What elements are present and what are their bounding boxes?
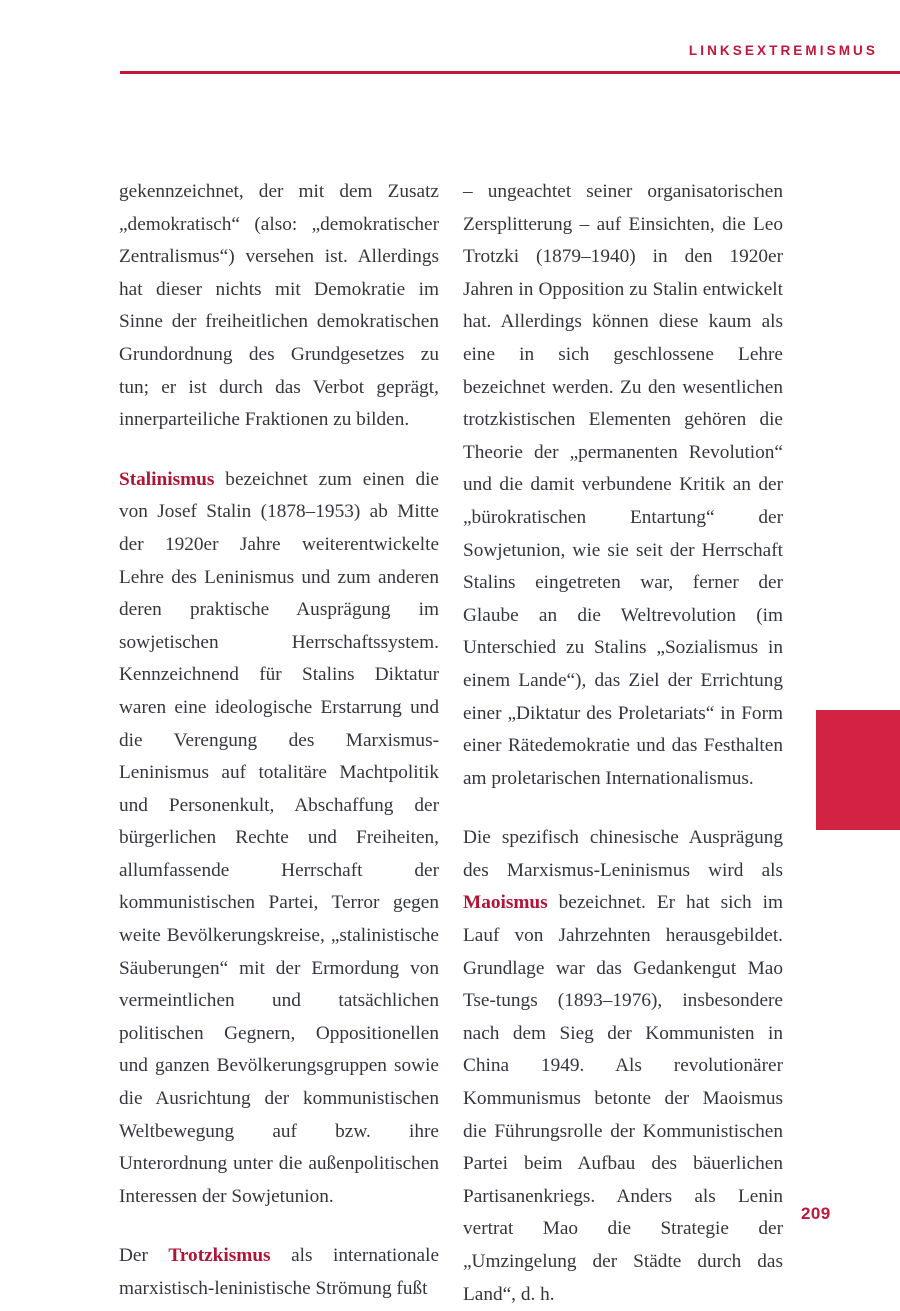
page-title: LINKSEXTREMISMUS: [688, 43, 878, 58]
paragraph-text: bezeichnet zum einen die von Josef Stalin (1878–1953) ab Mitte der 1920er Jahre weiterentwickelte Lehre des Leninismus und zum anderen deren praktische Ausprägung im sowjetischen Herrschaftssystem. Kennzeichnend für Stalins Diktatur waren eine ideologische Erstarrung und die Verengung des Marxismus-Leninismus auf totalitäre Machtpolitik und Personenkult, Abschaffung der bürgerlichen Rechte und Freiheiten, allumfassende Herrschaft der kommunistischen Partei, Terror gegen weite Bevölkerungskreise, „stalinistische Säuberungen“ mit der Ermordung von vermeintlichen und tatsächlichen politischen Gegnern, Oppositionellen und ganzen Bevölkerungsgruppen sowie die Ausrichtung der kommunistischen Weltbewegung auf bzw. ihre Unterordnung unter die außenpolitischen Interessen der Sowjetunion.: [119, 468, 439, 1207]
text-column-right: [463, 176, 783, 1311]
paragraph: [463, 822, 783, 1311]
paragraph: [119, 1240, 439, 1305]
paragraph-text: bezeichnet. Er hat sich im Lauf von Jahrzehnten herausgebildet. Grundlage war das Gedankengut Mao Tse-tungs (1893–1976), insbesondere nach dem Sieg der Kommunisten in China 1949. Als revolutionärer Kommunismus betonte der Maoismus die Führungsrolle der Kommunistischen Partei beim Aufbau des bäuerlichen Partisanenkriegs. Anders als Lenin vertrat Mao die Strategie der „Umzingelung der Städte durch das Land“, d. h.: [463, 892, 783, 1305]
paragraph: [463, 176, 783, 795]
paragraph-prefix: Der: [119, 1245, 169, 1267]
text-column-left: [119, 176, 439, 1306]
chapter-side-tab-marker: [816, 710, 900, 830]
page-number: 209: [801, 1204, 831, 1223]
highlighted-term-maoismus: Maoismus: [463, 892, 548, 914]
highlighted-term-trotzkismus: Trotzkismus: [168, 1245, 271, 1267]
paragraph-text: gekennzeichnet, der mit dem Zusatz „demokratisch“ (also: „demokratischer Zentralismus“) versehen ist. Allerdings hat dieser nichts mit Demokratie im Sinne der freiheitlichen demokratischen Grundordnung des Grundgesetzes zu tun; er ist durch das Verbot geprägt, innerparteiliche Fraktionen zu bilden.: [119, 181, 439, 431]
highlighted-term-stalinismus: Stalinismus: [119, 468, 215, 490]
paragraph-prefix: Die spezifisch chinesische Ausprägung des Marxismus-Leninismus wird als: [463, 827, 783, 881]
paragraph-text: – ungeachtet seiner organisatorischen Zersplitterung – auf Einsichten, die Leo Trotzki (1879–1940) in den 1920er Jahren in Opposition zu Stalin entwickelt hat. Allerdings können diese kaum als eine in sich geschlossene Lehre bezeichnet werden. Zu den wesentlichen trotzkistischen Elementen gehören die Theorie der „permanenten Revolution“ und die damit verbundene Kritik an der „bürokratischen Entartung“ der Sowjetunion, wie sie seit der Herrschaft Stalins eingetreten war, ferner der Glaube an die Weltrevolution (im Unterschied zu Stalins „Sozialismus in einem Lande“), das Ziel der Errichtung einer „Diktatur des Proletariats“ in Form einer Rätedemokratie und das Festhalten am proletarischen Internationalismus.: [463, 181, 783, 789]
paragraph-text: als internationale marxistisch-leninistische Strömung fußt: [119, 1245, 439, 1299]
paragraph: [119, 176, 439, 437]
paragraph: [119, 464, 439, 1214]
